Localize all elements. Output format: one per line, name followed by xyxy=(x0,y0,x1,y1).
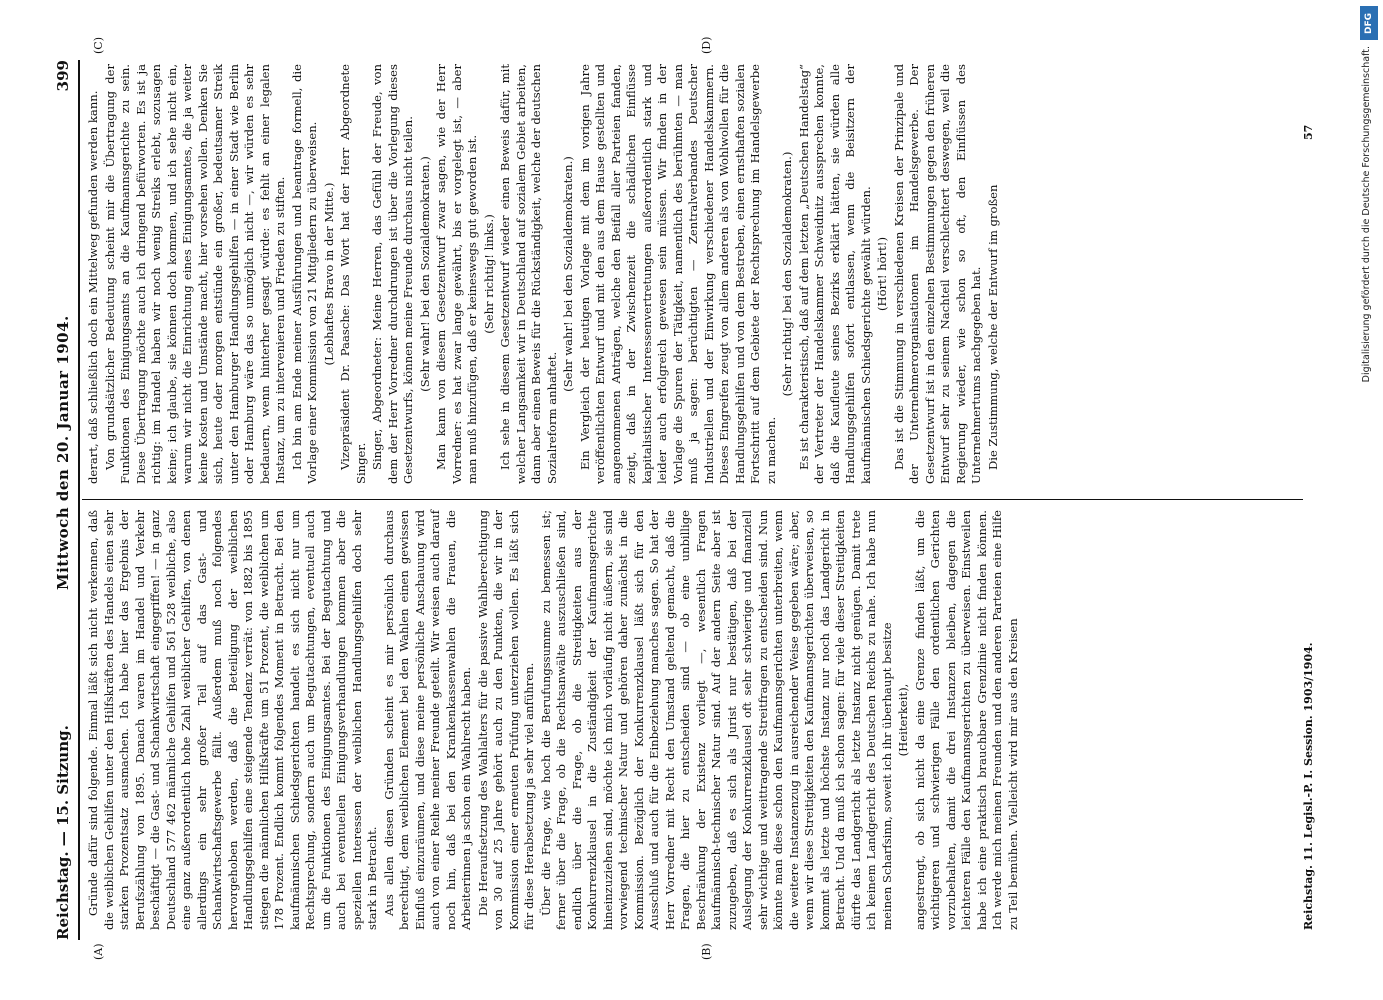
paragraph: Singer, Abgeordneter: Meine Herren, das Gefühl der Freude, von dem der Herr Vorredner durchdrungen ist über die Vorlegung dieses Gesetzentwurfs, können meine Freunde durchaus nicht teilen. xyxy=(370,64,415,484)
marker-a: (A) xyxy=(92,943,105,960)
footer-left: Reichstag. 11. Legisl.-P. I. Session. 1903/1904. xyxy=(1302,642,1315,930)
marker-d: (D) xyxy=(700,36,713,54)
paragraph: Über die Frage, wie hoch die Berufungssumme zu bemessen ist; ferner über die Frage, ob die Rechtsanwälte auszuschließen sind, endlich über die Frage, ob die Streitigkeiten aus der Konkurrenzklausel in die Zuständigkeit der Kaufmannsgerichte hineinzuziehen sind, möchte ich mich vorläufig nicht äußern, sie sind vorwiegend technischer Natur und gehören daher zunächst in die Kommission. Bezüglich der Konkurrenzklausel läßt sich für den Ausschluß und auch für die Einbeziehung manches sagen. So hat der Herr Vorredner mit Recht den Umstand geltend gemacht, daß die Fragen, die hier zu entscheiden sind — ob eine unbillige Beschränkung der Existenz vorliegt —, wesentlich Fragen kaufmännisch-technischer Natur sind. Auf der andern Seite aber ist zuzugeben, daß es sich als Jurist nur bestätigen, daß bei der Auslegung der Konkurrenzklausel oft sehr schwierige und finanziell sehr wichtige und weittragende Streitfragen zu entscheiden sind. Nun könnte man diese schon den Kaufmannsgerichten unterbreiten, wenn die weitere Instanzenzug in ausreichender Weise gegeben wäre; aber, wenn wir diese Streitigkeiten den Kaufmannsgerichten überweisen, so kommt als letzte und höchste Instanz nur noch das Landgericht in Betracht. Und da muß ich schon sagen: für viele dieser Streitigkeiten dürfte das Landgericht als letzte Instanz nicht genügen. Damit trete ich keinem Landgericht des Deutschen Reichs zu nahe. Ich habe nun meinen Scharfsinn, soweit ich ihr überhaupt besitze xyxy=(538,510,894,930)
paragraph: Die Zustimmung, welche der Entwurf im großen xyxy=(985,184,1000,470)
marker-c: (C) xyxy=(92,37,105,54)
dfg-credit: Digitalisierung gefördert durch die Deutsche Forschungsgemeinschaft. xyxy=(1361,46,1372,383)
paragraph: Die Heraufsetzung des Wahlalters für die passive Wahlberechtigung von 30 auf 25 Jahre gehört auch zu den Punkten, die wir in der Kommission einer erneuten Prüfung unterziehen wollen. Es läßt sich für diese Herabsetzung ja sehr viel anführen. xyxy=(475,510,536,930)
dfg-watermark xyxy=(1359,6,1379,966)
paragraph: Man kann von diesem Gesetzentwurf zwar sagen, wie der Herr Vorredner: es hat zwar lange gewährt, bis er vorgelegt ist, — aber man muß hinzufügen, daß er keineswegs gut geworden ist. xyxy=(434,64,479,484)
interjection: (Heiterkeit), xyxy=(896,683,910,757)
interjection: (Hört! hört!) xyxy=(875,237,889,311)
interjection: (Sehr richtig! bei den Sozialdemokraten.) xyxy=(780,151,794,397)
page-header xyxy=(48,60,80,940)
paragraph: angestrengt, ob sich nicht da eine Grenze finden läßt, um die wichtigeren und schwierigen Fälle den ordentlichen Gerichten vorzubehalten, damit die drei Instanzen bleiben, dagegen die leichteren Fälle den Kaufmannsgerichten zu überweisen. Einstweilen habe ich eine praktisch brauchbare Grenzlinie nicht finden können. Ich werde mich meinen Freunden und den anderen Parteien eine Hilfe zu Teil bemühen. Vielleicht wird mir aus den Kreisen xyxy=(912,510,1020,930)
left-column xyxy=(86,510,1022,930)
column-divider xyxy=(82,499,1303,500)
interjection: (Sehr wahr! bei den Sozialdemokraten.) xyxy=(417,156,432,392)
paragraph: Ein Vergleich der heutigen Vorlage mit dem im vorigen Jahre veröffentlichten Entwurf und mit den aus dem Hause gestellten und angenommenen Anträgen, welche den Beifall aller Parteien fanden, zeigt, daß in der Zwischenzeit die schädlichen Einflüsse kapitalistischer Interessenvertretungen außerordentlich stark und leider auch erfolgreich gewesen sein müssen. Wir finden in der Vorlage die Spuren der Tätigkeit, namentlich des berühmten — man muß ja sagen: berüchtigten — Zentralverbandes Deutscher Industriellen und der Einwirkung verschiedener Handelskammern. Dieses Eingreifen zeugt von allem anderen als von Wohlwollen für die Handlungsgehilfen und von dem Bestreben, einen ernsthaften sozialen Fortschritt auf dem Gebiete der Rechtsprechung im Handelsgewerbe zu machen. xyxy=(577,64,778,484)
interjection: (Sehr wahr! bei den Sozialdemokraten.) xyxy=(561,156,575,392)
dfg-logo: DFG xyxy=(1360,6,1378,40)
page-number: 399 xyxy=(54,60,72,92)
paragraph: Gründe dafür sind folgende. Einmal läßt sich nicht verkennen, daß die weiblichen Gehilfen unter den Hilfskräften des Handels einen sehr starken Prozentsatz ausmachen. Ich habe hier das Ergebnis der Berufszählung von 1895. Danach waren im Handel und Verkehr beschäftigt — die Gast- und Schankwirtschaft eingegriffen! — in ganz Deutschland 577 462 männliche Gehilfen und 561 528 weibliche, also eine ganz außerordentlich hohe Zahl weiblicher Gehilfen, von denen allerdings ein sehr großer Teil auf das Gast- und Schankwirtschaftsgewerbe fällt. Außerdem muß noch folgendes hervorgehoben werden, daß die Beteiligung der weiblichen Handlungsgehilfen eine steigende Tendenz verrät: von 1882 bis 1895 stiegen die männlichen Hilfskräfte um 51 Prozent, die weiblichen um 178 Prozent. Endlich kommt folgendes Moment in Betracht. Bei den kaufmännischen Schiedsgerichten handelt es sich nicht nur um Rechtsprechung, sondern auch um Begutachtungen, eventuell auch um die Funktionen des Einigungsamtes. Bei der Begutachtung und auch bei eventuellen Einigungsverhandlungen kommen aber die speziellen Interessen der weiblichen Handlungsgehilfen doch sehr stark in Betracht. xyxy=(86,510,379,930)
paragraph: derart, daß schließlich doch ein Mittelweg gefunden werden kann. xyxy=(86,90,100,484)
speaker-announcement: Vizepräsident Dr. Paasche: Das Wort hat der Herr Abgeordnete Singer. xyxy=(338,64,368,484)
interjection: (Sehr richtig! links.) xyxy=(481,214,496,334)
paragraph: Das ist die Stimmung in verschiedenen Kreisen der Prinzipale und der Unternehmerorganisationen im Handelsgewerbe. Der Gesetzentwurf ist in den einzelnen Bestimmungen gegen den früheren Entwurf sehr zu seinem Nachteil verschlechtert deswegen, weil die Regierung wieder, wie schon so oft, den Einflüssen des Unternehmertums nachgegeben hat. xyxy=(891,64,983,484)
header-date: Mittwoch den 20. Januar 1904. xyxy=(54,315,72,590)
paragraph: Es ist charakteristisch, daß auf dem letzten „Deutschen Handelstag“ der Vertreter der Handelskammer Schweidnitz aussprechen konnte, daß die Kaufleute seines Bezirks erklärt hätten, sie würden alle Handlungsgehilfen sofort entlassen, wenn die Beisitzern der kaufmännischen Schiedsgerichte gewählt würden. xyxy=(796,64,873,484)
paragraph: Ich sehe in diesem Gesetzentwurf wieder einen Beweis dafür, mit welcher Langsamkeit wir in Deutschland auf sozialem Gebiet arbeiten, dann aber einen Beweis für die Rückständigkeit, welche der deutschen Sozialreform anhaftet. xyxy=(498,64,559,484)
marker-b: (B) xyxy=(700,943,713,960)
header-left: Reichstag. — 15. Sitzung. xyxy=(54,725,72,940)
right-column xyxy=(86,64,1002,484)
footer-sheet-number: 57 xyxy=(1302,124,1315,140)
paragraph: Aus allen diesen Gründen scheint es mir persönlich durchaus berechtigt, dem weiblichen Element bei den Wahlen einen gewissen Einfluß einzuräumen, und diese meine persönliche Anschauung wird auch von einer Reihe meiner Freunde geteilt. Wir weisen auch darauf noch hin, daß bei den Krankenkassenwahlen die Frauen, die Arbeiterinnen ja schon ein Wahlrecht haben. xyxy=(381,510,473,930)
paragraph: Von grundsätzlicher Bedeutung scheint mir die Übertragung der Funktionen des Einigungsamts an die Kaufmannsgerichte zu sein. Diese Übertragung möchte auch ich dringend befürworten. Es ist ja richtig: im Handel haben wir noch wenig Streiks erlebt, sozusagen keine; ich glaube, sie können doch kommen, und ich sehe nicht ein, warum wir nicht die Einrichtung eines Einigungsamtes, die ja weiter keine Kosten und Umstände macht, hier vorsehen wollen. Denken Sie sich, heute oder morgen entstünde ein großer, bedeutsamer Streik unter den Hamburger Handlungsgehilfen — in einer Stadt wie Berlin oder Hamburg wäre das so unmöglich nicht —, wir würden es sehr bedauern, wenn hinterher gesagt würde: es fehlt an einer legalen Instanz, um zu intervenieren und Frieden zu stiften. xyxy=(102,64,287,484)
interjection: (Lebhaftes Bravo in der Mitte.) xyxy=(321,182,336,366)
paragraph: Ich bin am Ende meiner Ausführungen und beantrage formell, die Vorlage einer Kommission von 21 Mitgliedern zu überweisen. xyxy=(289,64,319,484)
